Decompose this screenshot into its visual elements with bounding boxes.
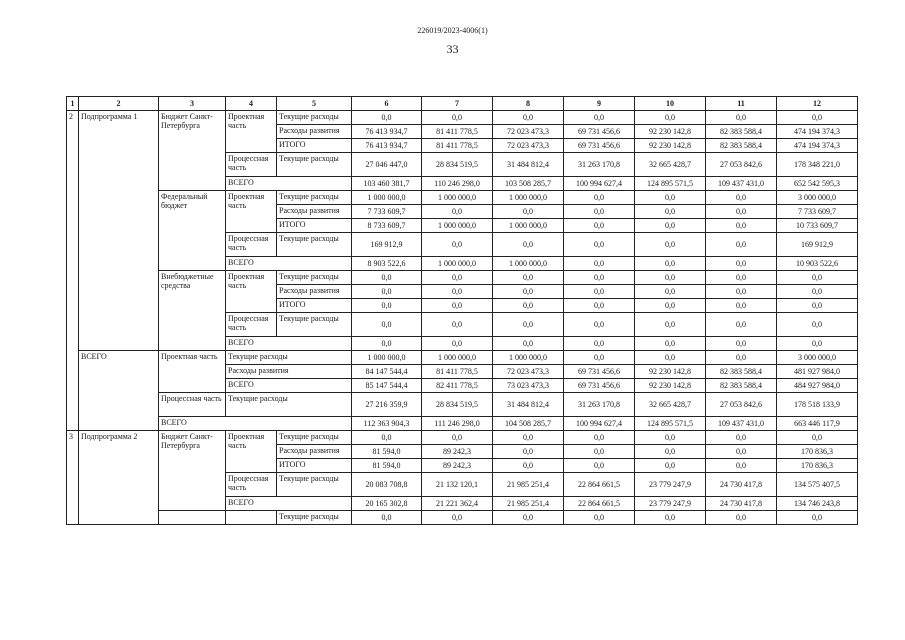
table-cell: 1 000 000,0 bbox=[493, 191, 564, 205]
expense-type: Текущие расходы bbox=[277, 431, 352, 445]
expense-type: ИТОГО bbox=[277, 459, 352, 473]
table-cell: 0,0 bbox=[635, 445, 706, 459]
expense-type: ИТОГО bbox=[277, 299, 352, 313]
table-cell: 0,0 bbox=[493, 299, 564, 313]
table-cell: 0,0 bbox=[706, 233, 777, 257]
table-cell: 89 242,3 bbox=[422, 459, 493, 473]
table-cell: 0,0 bbox=[493, 445, 564, 459]
table-cell: 8 903 522,6 bbox=[352, 257, 422, 271]
column-header: 11 bbox=[706, 97, 777, 111]
expense-type: Текущие расходы bbox=[277, 313, 352, 337]
table-cell: 0,0 bbox=[706, 351, 777, 365]
table-cell: 31 484 812,4 bbox=[493, 153, 564, 177]
table-cell: 103 508 285,7 bbox=[493, 177, 564, 191]
table-cell: 31 263 170,8 bbox=[564, 153, 635, 177]
table-cell: 0,0 bbox=[564, 191, 635, 205]
total-label: ВСЕГО bbox=[226, 379, 352, 393]
table-cell: 124 895 571,5 bbox=[635, 417, 706, 431]
column-header: 2 bbox=[79, 97, 159, 111]
column-header: 5 bbox=[277, 97, 352, 111]
funding-source bbox=[159, 511, 226, 525]
table-cell: 32 665 428,7 bbox=[635, 153, 706, 177]
table-cell: 7 733 609,7 bbox=[352, 205, 422, 219]
table-cell: 69 731 456,6 bbox=[564, 365, 635, 379]
expense-type: Расходы развития bbox=[277, 285, 352, 299]
table-cell: 0,0 bbox=[493, 233, 564, 257]
table-row bbox=[67, 431, 858, 445]
table-cell: 23 779 247,9 bbox=[635, 497, 706, 511]
table-cell: 21 985 251,4 bbox=[493, 497, 564, 511]
table-cell: 134 575 407,5 bbox=[777, 473, 858, 497]
total-label: ВСЕГО bbox=[226, 177, 352, 191]
table-cell: 100 994 627,4 bbox=[564, 417, 635, 431]
table-cell: 32 665 428,7 bbox=[635, 393, 706, 417]
table-cell: 0,0 bbox=[564, 271, 635, 285]
table-cell: 31 484 812,4 bbox=[493, 393, 564, 417]
table-cell: 0,0 bbox=[493, 459, 564, 473]
table-cell: 484 927 984,0 bbox=[777, 379, 858, 393]
part-type bbox=[226, 511, 277, 525]
total-label: ВСЕГО bbox=[159, 417, 352, 431]
table-cell: 81 411 778,5 bbox=[422, 139, 493, 153]
part-type: Проектная часть bbox=[226, 271, 277, 313]
table-cell: 3 000 000,0 bbox=[777, 191, 858, 205]
table-cell: 178 518 133,9 bbox=[777, 393, 858, 417]
table-cell: 81 594,0 bbox=[352, 445, 422, 459]
table-cell: 0,0 bbox=[635, 511, 706, 525]
column-header: 4 bbox=[226, 97, 277, 111]
table-cell: 0,0 bbox=[422, 271, 493, 285]
table-cell: 652 542 595,3 bbox=[777, 177, 858, 191]
table-cell: 72 023 473,3 bbox=[493, 139, 564, 153]
table-cell: 0,0 bbox=[422, 337, 493, 351]
part-type: Проектная часть bbox=[159, 351, 226, 393]
table-cell: 474 194 374,3 bbox=[777, 139, 858, 153]
table-cell: 0,0 bbox=[352, 271, 422, 285]
table-cell: 0,0 bbox=[422, 205, 493, 219]
row-number: 3 bbox=[67, 431, 79, 525]
table-cell: 0,0 bbox=[635, 459, 706, 473]
table-cell: 82 411 778,5 bbox=[422, 379, 493, 393]
table-cell: 0,0 bbox=[564, 257, 635, 271]
total-label: ВСЕГО bbox=[226, 337, 352, 351]
funding-source: Федеральный бюджет bbox=[159, 191, 226, 271]
total-label: ВСЕГО bbox=[226, 257, 352, 271]
table-cell: 0,0 bbox=[352, 299, 422, 313]
table-cell: 0,0 bbox=[706, 271, 777, 285]
table-cell: 104 508 285,7 bbox=[493, 417, 564, 431]
expense-type: Расходы развития bbox=[277, 125, 352, 139]
table-cell: 1 000 000,0 bbox=[493, 219, 564, 233]
table-cell: 8 733 609,7 bbox=[352, 219, 422, 233]
table-cell: 0,0 bbox=[777, 285, 858, 299]
table-cell: 92 230 142,8 bbox=[635, 365, 706, 379]
table-cell: 0,0 bbox=[564, 351, 635, 365]
table-cell: 0,0 bbox=[635, 337, 706, 351]
table-cell: 69 731 456,6 bbox=[564, 379, 635, 393]
table-cell: 0,0 bbox=[352, 337, 422, 351]
table-cell: 0,0 bbox=[777, 313, 858, 337]
table-cell: 0,0 bbox=[564, 111, 635, 125]
budget-table bbox=[66, 96, 858, 525]
total-label: ВСЕГО bbox=[226, 497, 352, 511]
table-cell: 82 383 588,4 bbox=[706, 125, 777, 139]
table-cell: 0,0 bbox=[564, 233, 635, 257]
table-cell: 1 000 000,0 bbox=[422, 191, 493, 205]
column-header: 6 bbox=[352, 97, 422, 111]
table-cell: 76 413 934,7 bbox=[352, 125, 422, 139]
table-cell: 0,0 bbox=[564, 459, 635, 473]
table-cell: 109 437 431,0 bbox=[706, 417, 777, 431]
table-cell: 110 246 298,0 bbox=[422, 177, 493, 191]
table-cell: 0,0 bbox=[422, 299, 493, 313]
funding-source: Внебюджетные средства bbox=[159, 271, 226, 351]
table-cell: 0,0 bbox=[564, 219, 635, 233]
table-cell: 81 594,0 bbox=[352, 459, 422, 473]
table-cell: 0,0 bbox=[777, 511, 858, 525]
table-cell: 0,0 bbox=[706, 459, 777, 473]
column-header: 1 bbox=[67, 97, 79, 111]
table-cell: 0,0 bbox=[564, 299, 635, 313]
table-cell: 0,0 bbox=[422, 285, 493, 299]
table-cell: 109 437 431,0 bbox=[706, 177, 777, 191]
column-header: 7 bbox=[422, 97, 493, 111]
table-cell: 0,0 bbox=[635, 285, 706, 299]
table-row bbox=[67, 351, 858, 365]
part-type: Процессная часть bbox=[226, 313, 277, 337]
table-row bbox=[67, 417, 858, 431]
table-cell: 0,0 bbox=[564, 445, 635, 459]
table-cell: 24 730 417,8 bbox=[706, 497, 777, 511]
table-cell: 3 000 000,0 bbox=[777, 351, 858, 365]
table-cell: 0,0 bbox=[564, 205, 635, 219]
table-cell: 0,0 bbox=[635, 257, 706, 271]
part-type: Проектная часть bbox=[226, 191, 277, 233]
table-cell: 100 994 627,4 bbox=[564, 177, 635, 191]
table-cell: 111 246 298,0 bbox=[422, 417, 493, 431]
table-cell: 85 147 544,4 bbox=[352, 379, 422, 393]
table-cell: 0,0 bbox=[706, 313, 777, 337]
table-cell: 72 023 473,3 bbox=[493, 365, 564, 379]
subprogram-total-label: ВСЕГО bbox=[79, 351, 159, 431]
table-cell: 0,0 bbox=[352, 511, 422, 525]
table-cell: 7 733 609,7 bbox=[777, 205, 858, 219]
table-cell: 0,0 bbox=[422, 431, 493, 445]
table-cell: 0,0 bbox=[777, 299, 858, 313]
table-cell: 0,0 bbox=[706, 431, 777, 445]
table-cell: 0,0 bbox=[422, 313, 493, 337]
table-row bbox=[67, 271, 858, 285]
table-cell: 21 985 251,4 bbox=[493, 473, 564, 497]
table-cell: 0,0 bbox=[493, 111, 564, 125]
subprogram-name: Подпрограмма 1 bbox=[79, 111, 159, 351]
expense-type: Текущие расходы bbox=[226, 393, 352, 417]
table-cell: 21 221 362,4 bbox=[422, 497, 493, 511]
table-cell: 81 411 778,5 bbox=[422, 125, 493, 139]
table-cell: 92 230 142,8 bbox=[635, 125, 706, 139]
table-cell: 0,0 bbox=[777, 111, 858, 125]
table-cell: 92 230 142,8 bbox=[635, 379, 706, 393]
table-cell: 1 000 000,0 bbox=[493, 351, 564, 365]
table-cell: 663 446 117,9 bbox=[777, 417, 858, 431]
expense-type: ИТОГО bbox=[277, 219, 352, 233]
table-cell: 72 023 473,3 bbox=[493, 125, 564, 139]
part-type: Процессная часть bbox=[226, 153, 277, 177]
table-cell: 76 413 934,7 bbox=[352, 139, 422, 153]
expense-type: Текущие расходы bbox=[277, 111, 352, 125]
expense-type: Текущие расходы bbox=[277, 153, 352, 177]
expense-type: Расходы развития bbox=[277, 205, 352, 219]
table-cell: 0,0 bbox=[352, 313, 422, 337]
column-header: 9 bbox=[564, 97, 635, 111]
table-cell: 82 383 588,4 bbox=[706, 379, 777, 393]
table-cell: 0,0 bbox=[706, 299, 777, 313]
table-cell: 0,0 bbox=[564, 313, 635, 337]
table-cell: 0,0 bbox=[706, 191, 777, 205]
expense-type: Текущие расходы bbox=[277, 233, 352, 257]
expense-type: Текущие расходы bbox=[277, 473, 352, 497]
table-cell: 0,0 bbox=[352, 431, 422, 445]
table-cell: 0,0 bbox=[635, 205, 706, 219]
table-cell: 27 053 842,6 bbox=[706, 393, 777, 417]
expense-type: Текущие расходы bbox=[277, 511, 352, 525]
part-type: Проектная часть bbox=[226, 431, 277, 473]
table-cell: 20 083 708,8 bbox=[352, 473, 422, 497]
table-cell: 474 194 374,3 bbox=[777, 125, 858, 139]
table-row bbox=[67, 111, 858, 125]
table-cell: 92 230 142,8 bbox=[635, 139, 706, 153]
funding-source: Бюджет Санкт-Петербурга bbox=[159, 431, 226, 511]
table-cell: 1 000 000,0 bbox=[422, 351, 493, 365]
table-cell: 69 731 456,6 bbox=[564, 139, 635, 153]
table-cell: 0,0 bbox=[352, 285, 422, 299]
table-cell: 0,0 bbox=[493, 205, 564, 219]
table-cell: 0,0 bbox=[635, 191, 706, 205]
table-cell: 22 864 661,5 bbox=[564, 497, 635, 511]
table-cell: 0,0 bbox=[706, 257, 777, 271]
table-cell: 0,0 bbox=[352, 111, 422, 125]
table-cell: 0,0 bbox=[493, 337, 564, 351]
table-cell: 22 864 661,5 bbox=[564, 473, 635, 497]
column-header: 8 bbox=[493, 97, 564, 111]
table-row bbox=[67, 393, 858, 417]
table-cell: 0,0 bbox=[493, 285, 564, 299]
expense-type: Расходы развития bbox=[277, 445, 352, 459]
funding-source: Бюджет Санкт-Петербурга bbox=[159, 111, 226, 191]
table-cell: 0,0 bbox=[706, 219, 777, 233]
table-cell: 24 730 417,8 bbox=[706, 473, 777, 497]
table-cell: 0,0 bbox=[635, 299, 706, 313]
table-cell: 0,0 bbox=[706, 511, 777, 525]
part-type: Процессная часть bbox=[226, 233, 277, 257]
table-cell: 23 779 247,9 bbox=[635, 473, 706, 497]
table-cell: 0,0 bbox=[564, 511, 635, 525]
table-cell: 0,0 bbox=[564, 337, 635, 351]
table-cell: 0,0 bbox=[635, 431, 706, 445]
table-cell: 103 460 381,7 bbox=[352, 177, 422, 191]
table-cell: 170 836,3 bbox=[777, 459, 858, 473]
table-cell: 0,0 bbox=[564, 285, 635, 299]
table-cell: 28 834 519,5 bbox=[422, 393, 493, 417]
table-cell: 178 348 221,0 bbox=[777, 153, 858, 177]
table-cell: 81 411 778,5 bbox=[422, 365, 493, 379]
part-type: Процессная часть bbox=[226, 473, 277, 497]
table-cell: 0,0 bbox=[493, 431, 564, 445]
table-cell: 73 023 473,3 bbox=[493, 379, 564, 393]
table-cell: 0,0 bbox=[635, 111, 706, 125]
table-cell: 20 165 302,8 bbox=[352, 497, 422, 511]
table-cell: 84 147 544,4 bbox=[352, 365, 422, 379]
table-cell: 0,0 bbox=[777, 271, 858, 285]
table-cell: 0,0 bbox=[635, 271, 706, 285]
table-cell: 134 746 243,8 bbox=[777, 497, 858, 511]
table-cell: 1 000 000,0 bbox=[493, 257, 564, 271]
part-type: Процессная часть bbox=[159, 393, 226, 417]
table-cell: 0,0 bbox=[493, 511, 564, 525]
table-cell: 0,0 bbox=[564, 431, 635, 445]
expense-type: Текущие расходы bbox=[226, 351, 352, 365]
table-cell: 0,0 bbox=[635, 233, 706, 257]
expense-type: ИТОГО bbox=[277, 139, 352, 153]
table-cell: 0,0 bbox=[635, 351, 706, 365]
table-cell: 27 046 447,0 bbox=[352, 153, 422, 177]
table-cell: 169 912,9 bbox=[777, 233, 858, 257]
table-cell: 0,0 bbox=[635, 313, 706, 337]
table-cell: 1 000 000,0 bbox=[352, 351, 422, 365]
part-type: Проектная часть bbox=[226, 111, 277, 153]
table-cell: 0,0 bbox=[422, 233, 493, 257]
page-number: 33 bbox=[446, 42, 459, 56]
table-header-row bbox=[67, 97, 858, 111]
table-cell: 1 000 000,0 bbox=[352, 191, 422, 205]
column-header: 3 bbox=[159, 97, 226, 111]
column-header: 10 bbox=[635, 97, 706, 111]
table-cell: 0,0 bbox=[706, 111, 777, 125]
table-cell: 0,0 bbox=[635, 219, 706, 233]
table-cell: 481 927 984,0 bbox=[777, 365, 858, 379]
table-cell: 89 242,3 bbox=[422, 445, 493, 459]
expense-type: Текущие расходы bbox=[277, 191, 352, 205]
column-header: 12 bbox=[777, 97, 858, 111]
table-cell: 0,0 bbox=[777, 337, 858, 351]
table-cell: 0,0 bbox=[493, 271, 564, 285]
table-cell: 124 895 571,5 bbox=[635, 177, 706, 191]
table-cell: 0,0 bbox=[706, 445, 777, 459]
table-cell: 27 053 842,6 bbox=[706, 153, 777, 177]
subprogram-name: Подпрограмма 2 bbox=[79, 431, 159, 525]
table-cell: 0,0 bbox=[777, 431, 858, 445]
table-cell: 1 000 000,0 bbox=[422, 219, 493, 233]
expense-type: Текущие расходы bbox=[277, 271, 352, 285]
expense-type: Расходы развития bbox=[226, 365, 352, 379]
table-cell: 0,0 bbox=[706, 285, 777, 299]
document-number: 226019/2023-4006(1) bbox=[417, 26, 488, 35]
table-cell: 27 216 359,9 bbox=[352, 393, 422, 417]
table-cell: 31 263 170,8 bbox=[564, 393, 635, 417]
table-cell: 0,0 bbox=[706, 337, 777, 351]
table-row bbox=[67, 191, 858, 205]
table-row bbox=[67, 511, 858, 525]
table-cell: 28 834 519,5 bbox=[422, 153, 493, 177]
table-cell: 10 733 609,7 bbox=[777, 219, 858, 233]
table-cell: 21 132 120,1 bbox=[422, 473, 493, 497]
table-cell: 169 912,9 bbox=[352, 233, 422, 257]
table-cell: 112 363 904,3 bbox=[352, 417, 422, 431]
table-cell: 0,0 bbox=[422, 111, 493, 125]
table-cell: 0,0 bbox=[706, 205, 777, 219]
table-cell: 10 903 522,6 bbox=[777, 257, 858, 271]
table-cell: 1 000 000,0 bbox=[422, 257, 493, 271]
table-cell: 0,0 bbox=[422, 511, 493, 525]
table-cell: 82 383 588,4 bbox=[706, 365, 777, 379]
row-number: 2 bbox=[67, 111, 79, 431]
table-cell: 82 383 588,4 bbox=[706, 139, 777, 153]
table-cell: 0,0 bbox=[493, 313, 564, 337]
table-cell: 69 731 456,6 bbox=[564, 125, 635, 139]
table-cell: 170 836,3 bbox=[777, 445, 858, 459]
